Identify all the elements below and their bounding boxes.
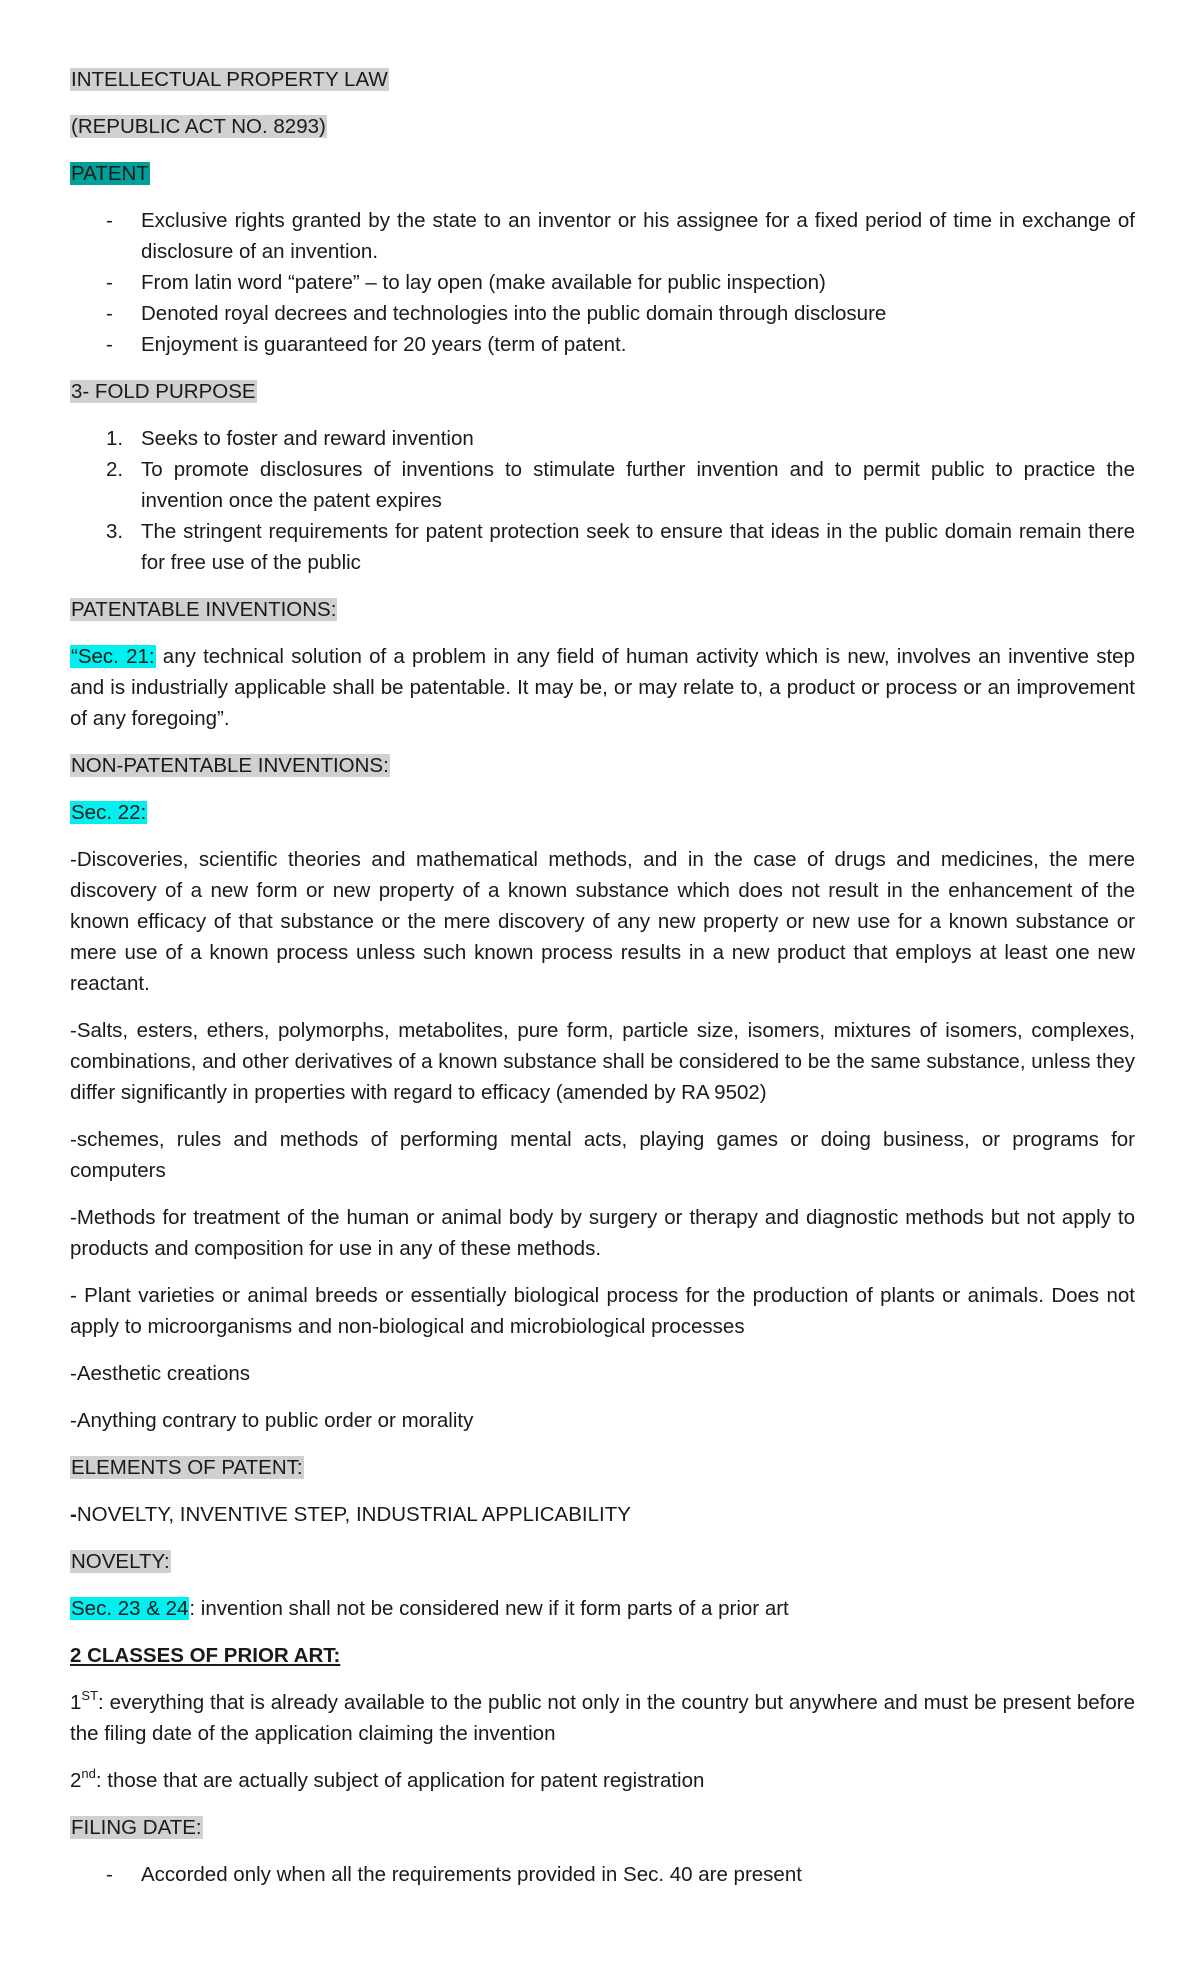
list-item	[70, 454, 1135, 516]
document-page	[70, 64, 1135, 1906]
ordinal-suffix: nd	[81, 1766, 96, 1781]
document-title-line	[70, 64, 1135, 95]
non-patentable-section-line	[70, 797, 1135, 828]
patent-definition-list	[70, 205, 1135, 360]
patentable-heading-line	[70, 594, 1135, 625]
ordinal-suffix: ST	[81, 1688, 99, 1703]
patentable-heading: PATENTABLE INVENTIONS:	[71, 598, 337, 621]
document-title: INTELLECTUAL PROPERTY LAW	[71, 68, 388, 91]
list-number: 1.	[106, 427, 124, 450]
non-patentable-heading: NON-PATENTABLE INVENTIONS:	[71, 754, 389, 777]
list-number: 3.	[106, 520, 124, 543]
list-item	[70, 516, 1135, 578]
prior-art-second	[70, 1765, 1135, 1796]
ordinal-number: 2	[70, 1769, 82, 1792]
filing-date-heading: FILING DATE:	[71, 1816, 202, 1839]
filing-date-heading-line	[70, 1812, 1135, 1843]
elements-paragraph	[70, 1499, 1135, 1530]
patentable-paragraph	[70, 641, 1135, 734]
section-reference: Sec. 23 & 24	[71, 1597, 189, 1620]
elements-heading: ELEMENTS OF PATENT:	[71, 1456, 303, 1479]
novelty-paragraph	[70, 1593, 1135, 1624]
list-text: The stringent requirements for patent protection seek to ensure that ideas in the public domain remain there for free use of the public	[141, 520, 1135, 574]
list-item	[70, 423, 1135, 454]
paragraph: -Aesthetic creations	[70, 1362, 251, 1385]
paragraph: -Salts, esters, ethers, polymorphs, metabolites, pure form, particle size, isomers, mixtures of isomers, complexes, combinations, and other derivatives of a known substance shall be considered to be the same substance, unless they differ significantly in properties with regard to efficacy (amended by RA 9502)	[70, 1019, 1135, 1104]
purpose-list	[70, 423, 1135, 578]
elements-heading-line	[70, 1452, 1135, 1483]
paragraph: -Methods for treatment of the human or animal body by surgery or therapy and diagnostic methods but not apply to products and composition for use in any of these methods.	[70, 1206, 1135, 1260]
list-item: - Exclusive rights granted by the state to an inventor or his assignee for a fixed period of time in exchange of disclosure of an invention.	[70, 205, 1135, 267]
novelty-heading-line	[70, 1546, 1135, 1577]
paragraph-text: any technical solution of a problem in any field of human activity which is new, involves an inventive step and is industrially applicable shall be patentable. It may be, or may relate to, a product or process or an improvement of any foregoing”.	[70, 645, 1135, 730]
section-reference: Sec. 22:	[71, 801, 147, 824]
list-text: To promote disclosures of inventions to stimulate further invention and to permit public to practice the invention once the patent expires	[141, 458, 1135, 512]
prior-art-first	[70, 1687, 1135, 1749]
paragraph-text: NOVELTY, INVENTIVE STEP, INDUSTRIAL APPLICABILITY	[76, 1503, 631, 1526]
act-line	[70, 111, 1135, 142]
list-item: - Enjoyment is guaranteed for 20 years (term of patent.	[70, 329, 1135, 360]
list-text: Seeks to foster and reward invention	[141, 427, 474, 450]
patent-heading-line	[70, 158, 1135, 189]
non-patentable-heading-line	[70, 750, 1135, 781]
paragraph-text: : everything that is already available to the public not only in the country but anywhere and must be present before the filing date of the application claiming the invention	[70, 1691, 1135, 1745]
list-item: - Accorded only when all the requirements provided in Sec. 40 are present	[70, 1859, 1135, 1890]
prior-art-heading-line	[70, 1640, 1135, 1671]
act-number: (REPUBLIC ACT NO. 8293)	[71, 115, 326, 138]
paragraph: -Anything contrary to public order or morality	[70, 1409, 474, 1432]
section-reference: “Sec. 21:	[71, 645, 155, 668]
paragraph: -schemes, rules and methods of performing mental acts, playing games or doing business, or programs for computers	[70, 1128, 1135, 1182]
filing-date-list	[70, 1859, 1135, 1890]
novelty-heading: NOVELTY:	[71, 1550, 170, 1573]
paragraph: -Discoveries, scientific theories and mathematical methods, and in the case of drugs and medicines, the mere discovery of a new form or new property of a known substance which does not result in the enhancement of the known efficacy of that substance or the mere discovery of any new property or new use for a known substance or mere use of a known process unless such known process results in a new product that employs at least one new reactant.	[70, 848, 1135, 995]
list-item: - Denoted royal decrees and technologies into the public domain through disclosure	[70, 298, 1135, 329]
list-item: - From latin word “patere” – to lay open (make available for public inspection)	[70, 267, 1135, 298]
purpose-heading-line	[70, 376, 1135, 407]
paragraph: - Plant varieties or animal breeds or essentially biological process for the production of plants or animals. Does not apply to microorganisms and non-biological and microbiological processes	[70, 1284, 1135, 1338]
paragraph-text: : those that are actually subject of application for patent registration	[95, 1769, 705, 1792]
ordinal-number: 1	[70, 1691, 82, 1714]
patent-heading: PATENT	[71, 162, 149, 185]
list-number: 2.	[106, 458, 124, 481]
prior-art-heading: 2 CLASSES OF PRIOR ART:	[70, 1644, 341, 1667]
paragraph-text: : invention shall not be considered new if it form parts of a prior art	[189, 1597, 789, 1620]
purpose-heading: 3- FOLD PURPOSE	[71, 380, 256, 403]
dash-marker: -	[70, 1503, 77, 1526]
